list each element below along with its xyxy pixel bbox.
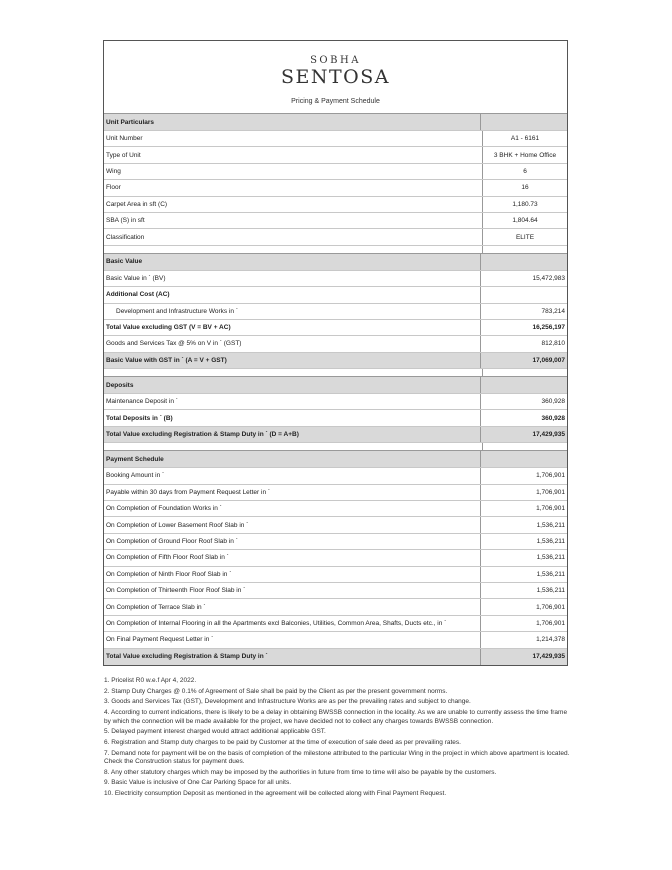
note-item: 6. Registration and Stamp duty charges to be paid by Customer at the time of execution of sale deed as per prevailing rates. bbox=[104, 738, 461, 746]
unit-rows bbox=[104, 131, 567, 246]
unit-row bbox=[104, 164, 567, 180]
total-excl-gst-row: Total Value excluding GST (V = BV + AC) 16,256,197 bbox=[104, 320, 567, 336]
unit-label: Type of Unit bbox=[104, 147, 483, 162]
unit-value: 1,180.73 bbox=[512, 200, 538, 208]
payment-row bbox=[104, 632, 567, 648]
payment-row bbox=[104, 468, 567, 484]
unit-label: Wing bbox=[104, 164, 483, 179]
section-gap bbox=[104, 443, 567, 451]
payment-value: 1,706,901 bbox=[536, 603, 565, 611]
note-item: 2. Stamp Duty Charges @ 0.1% of Agreement of Sale shall be paid by the Client as per the present government norms. bbox=[104, 687, 448, 695]
unit-label: Carpet Area in sft (C) bbox=[104, 197, 483, 212]
payment-value: 1,214,378 bbox=[536, 636, 565, 644]
payment-total-row: Total Value excluding Registration & Stamp Duty in ` 17,429,935 bbox=[104, 649, 567, 665]
payment-row bbox=[104, 501, 567, 517]
section-heading-deposits: Deposits bbox=[104, 377, 567, 394]
sheet-header bbox=[104, 41, 567, 114]
section-heading-unit: Unit Particulars bbox=[104, 114, 567, 131]
payment-label: On Completion of Fifth Floor Roof Slab in ` bbox=[104, 550, 481, 565]
unit-value: 6 bbox=[523, 167, 527, 175]
section-gap bbox=[104, 246, 567, 254]
payment-value: 1,536,211 bbox=[536, 587, 565, 595]
gst-row: Goods and Services Tax @ 5% on V in ` (GST) 812,810 bbox=[104, 336, 567, 352]
payment-row bbox=[104, 485, 567, 501]
payment-label: On Completion of Ninth Floor Roof Slab in ` bbox=[104, 567, 481, 582]
unit-value: ELITE bbox=[515, 233, 535, 241]
payment-row bbox=[104, 534, 567, 550]
basic-value-row: Basic Value in ` (BV) 15,472,983 bbox=[104, 271, 567, 287]
unit-label: SBA (S) in sft bbox=[104, 213, 483, 228]
payment-value: 1,706,901 bbox=[536, 619, 565, 627]
payment-value: 1,536,211 bbox=[536, 570, 565, 578]
payment-value: 1,706,901 bbox=[536, 488, 565, 496]
note-item: 8. Any other statutory charges which may be imposed by the authorities in future from time to time will also be payable by the customers. bbox=[104, 768, 497, 776]
brand-top: SOBHA bbox=[310, 55, 361, 66]
unit-row bbox=[104, 197, 567, 213]
payment-row bbox=[104, 517, 567, 533]
unit-value: A1 - 6161 bbox=[510, 135, 540, 143]
payment-row bbox=[104, 616, 567, 632]
payment-label: On Completion of Internal Flooring in all the Apartments excl Balconies, Utilities, Common Area, Shafts, Ducts etc., in ` bbox=[104, 616, 481, 631]
payment-label: Payable within 30 days from Payment Request Letter in ` bbox=[104, 485, 481, 500]
payment-rows bbox=[104, 468, 567, 648]
notes-list bbox=[104, 677, 574, 801]
payment-label: On Completion of Thirteenth Floor Roof Slab in ` bbox=[104, 583, 481, 598]
unit-value: 16 bbox=[521, 184, 529, 192]
note-item: 4. According to current indications, there is likely to be a delay in obtaining BWSSB connection in the locality. As we are unable to currently assess the time frame by which the connection will be made available for the project, we have decided not to collect any charges towards BWSSB connection. bbox=[104, 709, 568, 725]
unit-row bbox=[104, 213, 567, 229]
payment-value: 1,706,901 bbox=[536, 505, 565, 513]
pricing-sheet bbox=[103, 40, 568, 666]
payment-row bbox=[104, 583, 567, 599]
note-item: 5. Delayed payment interest charged would attract additional applicable GST. bbox=[104, 728, 326, 736]
unit-row bbox=[104, 147, 567, 163]
payment-value: 1,706,901 bbox=[536, 472, 565, 480]
additional-cost-row: Additional Cost (AC) bbox=[104, 287, 567, 303]
payment-value: 1,536,211 bbox=[536, 521, 565, 529]
payment-label: Booking Amount in ` bbox=[104, 468, 481, 483]
unit-row bbox=[104, 180, 567, 196]
payment-row bbox=[104, 599, 567, 615]
payment-row bbox=[104, 550, 567, 566]
unit-label: Floor bbox=[104, 180, 483, 195]
note-item: 1. Pricelist R0 w.e.f Apr 4, 2022. bbox=[104, 677, 197, 684]
section-gap bbox=[104, 369, 567, 377]
payment-label: On Completion of Foundation Works in ` bbox=[104, 501, 481, 516]
payment-row bbox=[104, 567, 567, 583]
note-item: 10. Electricity consumption Deposit as mentioned in the agreement will be collected along with Final Payment Request. bbox=[104, 790, 447, 798]
note-item: 3. Goods and Services Tax (GST), Development and Infrastructure Works are as per the prevailing rates and subject to change. bbox=[104, 698, 471, 706]
unit-value: 3 BHK + Home Office bbox=[493, 151, 557, 159]
payment-label: On Completion of Lower Basement Roof Slab in ` bbox=[104, 517, 481, 532]
unit-row bbox=[104, 229, 567, 245]
maintenance-deposit-row: Maintenance Deposit in ` 360,928 bbox=[104, 394, 567, 410]
note-item: 7. Demand note for payment will be on the basis of completion of the milestone attributed to the particular Wing in the project in which above apartment is located. Check the Construction status for payment dues. bbox=[104, 749, 570, 766]
unit-label: Unit Number bbox=[104, 131, 483, 146]
unit-row bbox=[104, 131, 567, 147]
section-heading-payment: Payment Schedule bbox=[104, 451, 567, 468]
dev-works-row: Development and Infrastructure Works in ` 783,214 bbox=[104, 304, 567, 320]
section-heading-basic: Basic Value bbox=[104, 254, 567, 271]
payment-value: 1,536,211 bbox=[536, 538, 565, 545]
total-deposits-row: Total Deposits in ` (B) 360,928 bbox=[104, 410, 567, 426]
unit-label: Classification bbox=[104, 229, 483, 244]
payment-value: 1,536,211 bbox=[536, 554, 565, 562]
payment-label: On Completion of Terrace Slab in ` bbox=[104, 599, 481, 614]
unit-value: 1,804.64 bbox=[512, 217, 538, 225]
payment-label: On Completion of Ground Floor Roof Slab in ` bbox=[104, 534, 481, 549]
brand-logo: SENTOSA bbox=[281, 66, 390, 88]
grand-total-row: Total Value excluding Registration & Stamp Duty in ` (D = A+B) 17,429,935 bbox=[104, 427, 567, 443]
basic-with-gst-row: Basic Value with GST in ` (A = V + GST) 17,069,007 bbox=[104, 353, 567, 369]
payment-label: On Final Payment Request Letter in ` bbox=[104, 632, 481, 647]
page-subtitle: Pricing & Payment Schedule bbox=[291, 98, 380, 105]
note-item: 9. Basic Value is inclusive of One Car Parking Space for all units. bbox=[104, 779, 292, 787]
